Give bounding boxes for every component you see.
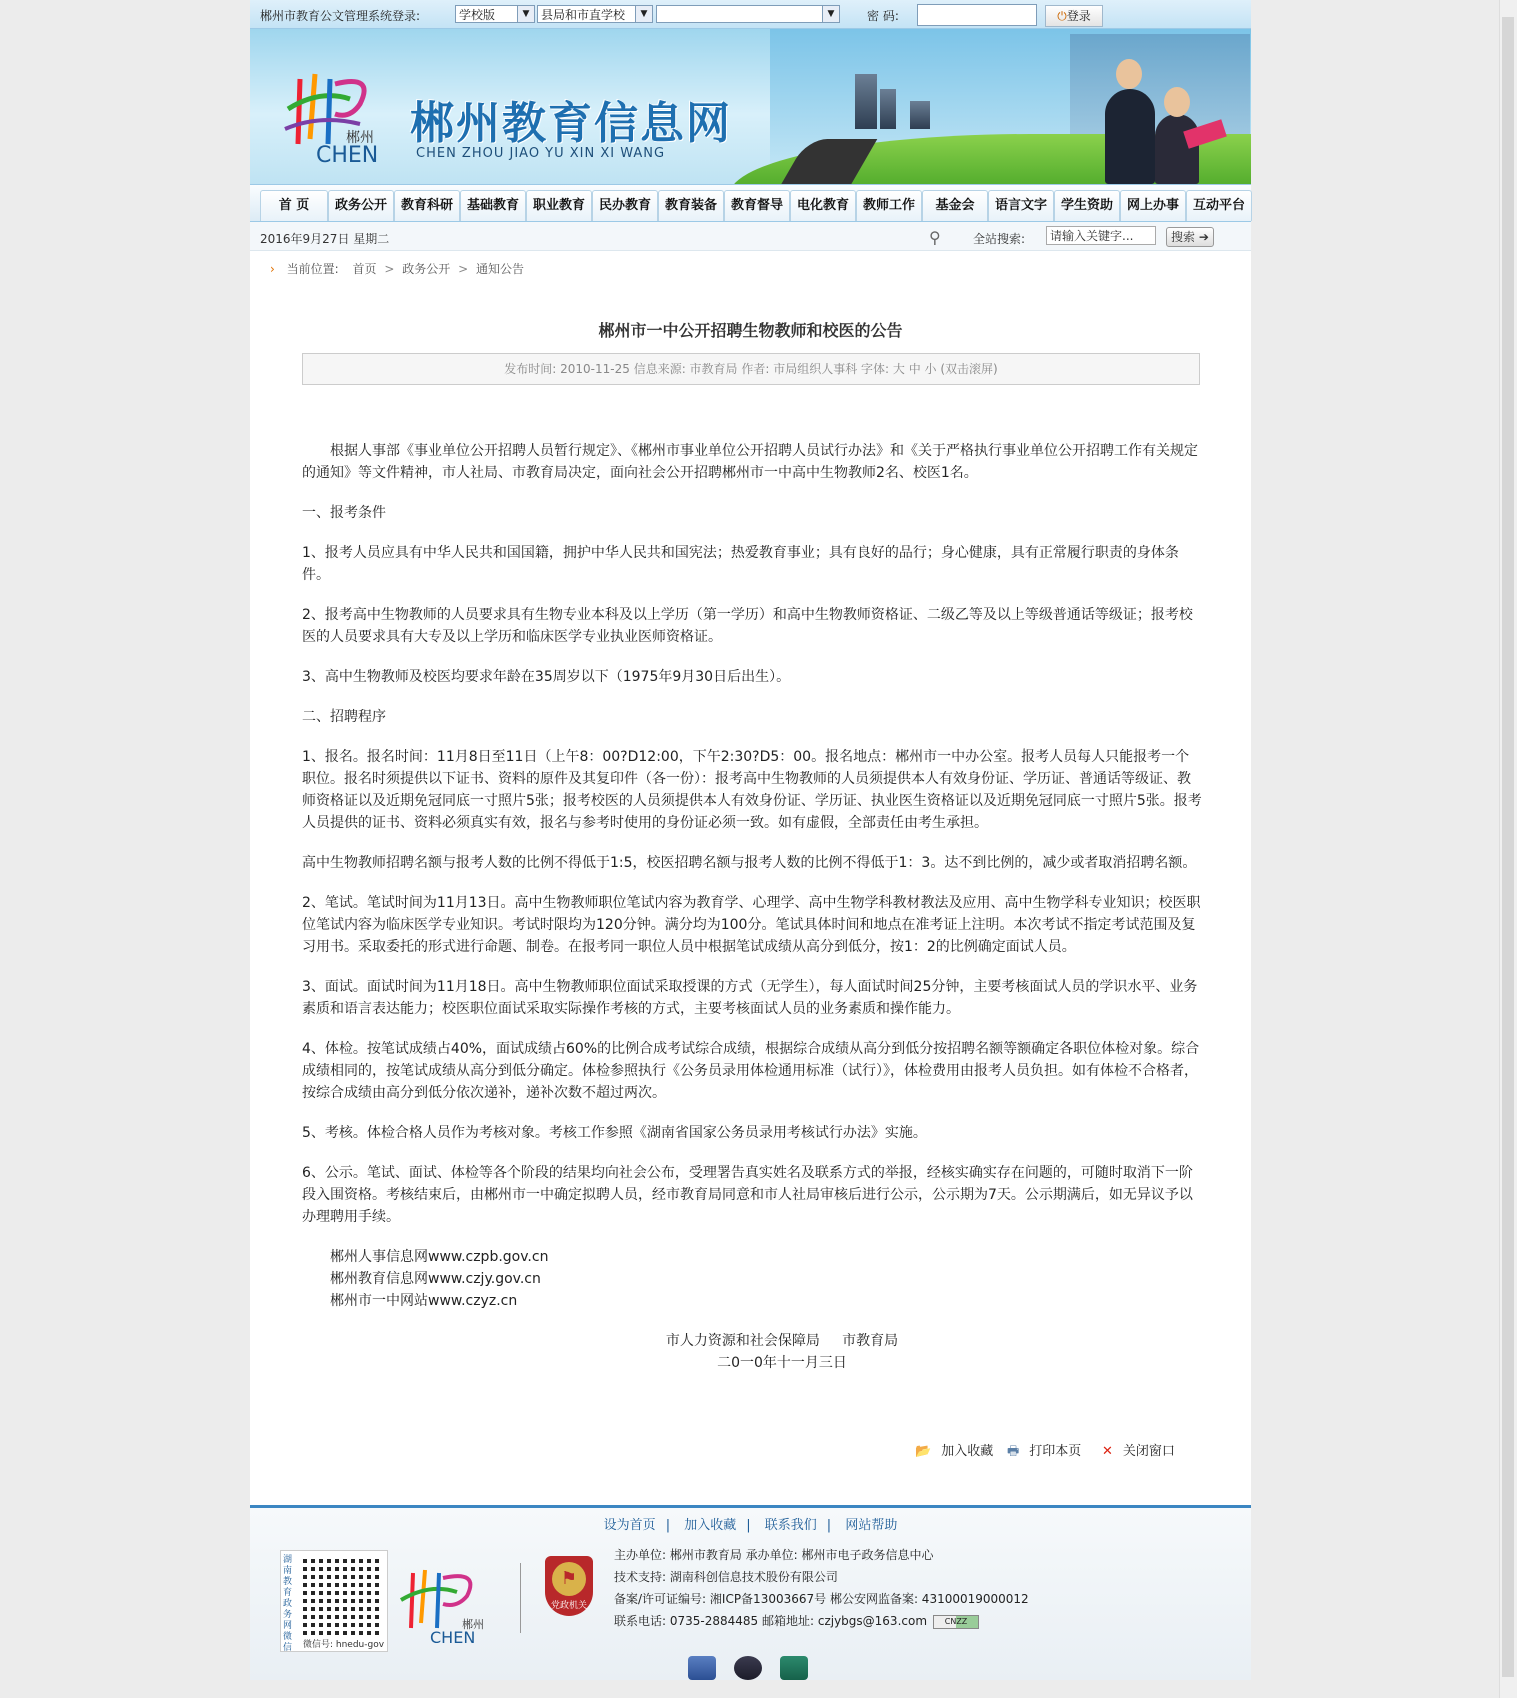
qr-side-text: 湖南教育政务网微信 (283, 1555, 293, 1653)
article-paragraph: 1、报名。报名时间：11月8日至11日（上午8：00?D12:00，下午2:30?D5：00。报名地点：郴州市一中办公室。报考人员每人只能报考一个职位。报名时须提供以下证书、资料的原件及其复印件（各一份）：报考高中生物教师的人员须提供本人有效身份证、学历证、普通话等级证、教师资格证以及近期免冠同底一寸照片5张；报考校医的人员须提供本人有效身份证、学历证、执业医生资格证以及近期免冠同底一寸照片5张。报考人员提供的证书、资料必须真实有效，报名与参考时使用的身份证必须一致。如有虚假，全部责任由考生承担。 (302, 749, 1202, 831)
footer-license: 备案/许可证编号: 湘ICP备13003667号 郴公安网监备案: 43100019000012 (614, 1592, 1029, 1606)
banner-person-woman (1155, 114, 1199, 184)
article-body (302, 440, 1202, 1374)
add-favorite-label: 加入收藏 (941, 1444, 994, 1459)
footer (250, 1508, 1251, 1680)
nav-item[interactable]: 教育督导 (724, 190, 790, 221)
login-button[interactable] (1045, 5, 1103, 27)
search-button[interactable] (1166, 227, 1214, 247)
site-search-label: 全站搜索: (973, 232, 1026, 246)
nav-item[interactable]: 网上办事 (1120, 190, 1186, 221)
banner-person-man (1105, 89, 1155, 184)
breadcrumb-gov-affairs[interactable]: 政务公开 (402, 262, 451, 276)
main-nav (250, 184, 1251, 222)
article-paragraph: 4、体检。按笔试成绩占40%，面试成绩占60%的比例合成考试综合成绩，根据综合成绩从高分到低分按招聘名额等额确定各职位体检对象。综合成绩相同的，按笔试成绩从高分到低分确定。体检参照执行《公务员录用体检通用标准（试行）》，体检费用由报考人员负担。如有体检不合格者，按综合成绩由高分到低分依次递补，递补次数不超过两次。 (302, 1041, 1200, 1101)
folder-star-icon: 📂 (915, 1444, 932, 1459)
breadcrumb-home[interactable]: 首页 (352, 262, 377, 276)
article-heading: 一、报考条件 (302, 505, 386, 521)
related-links (302, 1246, 1202, 1312)
add-favorite-link[interactable] (915, 1440, 993, 1459)
page-wrapper (250, 0, 1251, 1680)
unit-select[interactable] (656, 5, 840, 23)
footer-divider (520, 1563, 521, 1633)
site-search-input[interactable]: 请输入关键字... (1046, 226, 1156, 245)
search-button-label: 搜索 (1171, 230, 1196, 244)
article-paragraph: 3、高中生物教师及校医均要求年龄在35周岁以下（1975年9月30日后出生）。 (302, 669, 791, 685)
close-window-link[interactable] (1102, 1440, 1175, 1459)
logo-text-en: CHEN (316, 143, 379, 168)
password-label: 密 码: (867, 9, 899, 23)
nav-item[interactable]: 互动平台 (1186, 190, 1252, 221)
breadcrumb-separator: > (458, 262, 469, 276)
footer-sponsor: 主办单位: 郴州市教育局 承办单位: 郴州市电子政务信息中心 (614, 1548, 934, 1562)
footer-link-separator: | (826, 1518, 832, 1533)
current-date: 2016年9月27日 星期二 (260, 232, 390, 246)
nav-item[interactable]: 首 页 (260, 190, 328, 221)
breadcrumb-notices[interactable]: 通知公告 (475, 262, 524, 276)
related-link: 郴州教育信息网www.czjy.gov.cn (330, 1271, 541, 1287)
power-icon: ⏻ (1057, 9, 1067, 23)
chevron-down-icon: ▼ (635, 6, 652, 22)
close-window-label: 关闭窗口 (1122, 1444, 1175, 1459)
vertical-scrollbar[interactable] (1499, 0, 1517, 1698)
related-link: 郴州人事信息网www.czpb.gov.cn (330, 1249, 549, 1265)
printer-icon: 🖶 (1007, 1444, 1020, 1459)
footer-logo-en: CHEN (430, 1628, 476, 1647)
banner-person-head (1164, 87, 1190, 117)
scrollbar-thumb[interactable] (1502, 17, 1514, 1677)
footer-badges (688, 1656, 822, 1683)
nav-item[interactable]: 基础教育 (460, 190, 526, 221)
cnzz-badge[interactable]: CNZZ (933, 1615, 979, 1629)
article-paragraph: 2、笔试。笔试时间为11月13日。高中生物教师职位笔试内容为教育学、心理学、高中生物学科教材教法及应用、高中生物学科专业知识；校医职位笔试内容为临床医学专业知识。考试时限均为120分钟。满分均为100分。笔试具体时间和地点在准考证上注明。本次考试不指定考试范围及复习用书。采取委托的形式进行命题、制卷。在报考同一职位人员中根据笔试成绩从高分到低分，按1：2的比例确定面试人员。 (302, 895, 1201, 955)
nav-item[interactable]: 教育装备 (658, 190, 724, 221)
qr-code-pattern (303, 1555, 383, 1635)
footer-link-separator: | (665, 1518, 671, 1533)
article-meta: 发布时间: 2010-11-25 信息来源: 市教育局 作者: 市局组织人事科 字体: 大 中 小 (双击滚屏) (302, 353, 1200, 385)
nav-item[interactable]: 教师工作 (856, 190, 922, 221)
article-paragraph: 5、考核。体检合格人员作为考核对象。考核工作参照《湖南省国家公务员录用考核试行办法》实施。 (302, 1125, 927, 1141)
logo-text-cn: 郴州 (346, 130, 374, 146)
article-paragraph: 2、报考高中生物教师的人员要求具有生物专业本科及以上学历（第一学历）和高中生物教师资格证、二级乙等及以上等级普通话等级证；报考校医的人员要求具有大专及以上学历和临床医学专业执业医师资格证。 (302, 607, 1193, 645)
version-select-value: 学校版 (459, 8, 496, 22)
article-title: 郴州市一中公开招聘生物教师和校医的公告 (598, 321, 903, 340)
nav-item[interactable]: 职业教育 (526, 190, 592, 221)
banner-building (855, 74, 877, 129)
gov-emblem-icon: ⚑ (552, 1562, 586, 1596)
nav-item[interactable]: 政务公开 (328, 190, 394, 221)
chevron-down-icon: ▼ (517, 6, 534, 22)
breadcrumb (270, 260, 524, 277)
date-search-bar (250, 222, 1251, 251)
related-link: 郴州市一中网站www.czyz.cn (330, 1293, 518, 1309)
signature-issuers: 市人力资源和社会保障局 市教育局 (665, 1333, 899, 1349)
wechat-id: 微信号: hnedu-gov (303, 1640, 385, 1650)
chevron-down-icon: ▼ (822, 6, 839, 22)
footer-tech-support: 技术支持: 湖南科创信息技术股份有限公司 (614, 1570, 838, 1584)
print-label: 打印本页 (1029, 1444, 1082, 1459)
search-icon: ⚲ (929, 228, 941, 247)
login-label: 郴州市教育公文管理系统登录: (260, 9, 421, 23)
breadcrumb-label: 当前位置: (286, 262, 339, 276)
site-title: 郴州教育信息网 (410, 98, 732, 149)
breadcrumb-arrow-icon: › (270, 262, 275, 276)
footer-links (250, 1514, 1251, 1533)
footer-contact (614, 1610, 1029, 1632)
set-homepage-link[interactable]: 设为首页 (603, 1518, 656, 1533)
login-button-label: 登录 (1066, 9, 1091, 23)
banner-building (910, 101, 930, 129)
login-bar (250, 0, 1251, 29)
nav-item[interactable]: 教育科研 (394, 190, 460, 221)
footer-link-separator: | (746, 1518, 751, 1533)
article-paragraph: 1、报考人员应具有中华人民共和国国籍，拥护中华人民共和国宪法；热爱教育事业；具有良好的品行；身心健康，具有正常履行职责的身体条件。 (302, 545, 1179, 583)
article-paragraph: 根据人事部《事业单位公开招聘人员暂行规定》、《郴州市事业单位公开招聘人员试行办法》和《关于严格执行事业单位公开招聘工作有关规定的通知》等文件精神，市人社局、市教育局决定，面向社会公开招聘郴州市一中高中生物教师2名、校医1名。 (302, 443, 1198, 481)
article-paragraph: 6、公示。笔试、面试、体检等各个阶段的结果均向社会公布，受理署告真实姓名及联系方式的举报，经核实确实存在问题的，可随时取消下一阶段入围资格。考核结束后，由郴州市一中确定拟聘人员，经市教育局同意和市人社局审核后进行公示，公示期为7天。公示期满后，如无异议予以办理聘用手续。 (302, 1165, 1193, 1225)
party-gov-badge[interactable] (545, 1556, 593, 1616)
version-select[interactable] (455, 5, 535, 23)
footer-contact-text: 联系电话: 0735-2884485 邮箱地址: czjybgs@163.com (614, 1614, 928, 1628)
site-help-link[interactable]: 网站帮助 (845, 1518, 898, 1533)
arrow-right-icon: ➔ (1195, 230, 1209, 244)
nav-item[interactable]: 电化教育 (790, 190, 856, 221)
breadcrumb-separator: > (384, 262, 395, 276)
police-officer-icon[interactable] (734, 1656, 762, 1680)
wechat-qr-block (280, 1550, 388, 1652)
police-station-icon[interactable] (688, 1656, 716, 1680)
print-link[interactable] (1007, 1440, 1081, 1464)
article-paragraph: 3、面试。面试时间为11月18日。高中生物教师职位面试采取授课的方式（无学生），每人面试时间25分钟，主要考核面试人员的学识水平、业务素质和语言表达能力；校医职位面试采取实际操作考核的方式，主要考核面试人员的业务素质和操作能力。 (302, 979, 1198, 1017)
footer-logo-cn: 郴州 (462, 1618, 484, 1631)
add-favorite-footer-link[interactable]: 加入收藏 (684, 1518, 737, 1533)
unit-type-select-value: 县局和市直学校 (541, 8, 626, 22)
close-icon: ✕ (1102, 1444, 1113, 1459)
net-security-icon[interactable] (780, 1656, 808, 1680)
article-paragraph: 高中生物教师招聘名额与报考人数的比例不得低于1:5，校医招聘名额与报考人数的比例不得低于1：3。达不到比例的，减少或者取消招聘名额。 (302, 855, 1197, 871)
nav-item[interactable]: 基金会 (922, 190, 988, 221)
banner-person-head (1116, 59, 1142, 89)
footer-info (614, 1544, 1029, 1632)
contact-us-link[interactable]: 联系我们 (764, 1518, 817, 1533)
site-subtitle: CHEN ZHOU JIAO YU XIN XI WANG (416, 146, 666, 161)
badge-caption: 党政机关 (550, 1601, 587, 1611)
article-signature (302, 1330, 1202, 1374)
nav-item[interactable]: 学生资助 (1054, 190, 1120, 221)
banner-building (880, 89, 896, 129)
nav-item[interactable]: 民办教育 (592, 190, 658, 221)
article-heading: 二、招聘程序 (302, 709, 386, 725)
signature-date: 二0一0年十一月三日 (717, 1355, 847, 1371)
password-input[interactable] (917, 4, 1037, 26)
nav-item[interactable]: 语言文字 (988, 190, 1054, 221)
header-banner (250, 29, 1251, 184)
unit-type-select[interactable] (537, 5, 653, 23)
